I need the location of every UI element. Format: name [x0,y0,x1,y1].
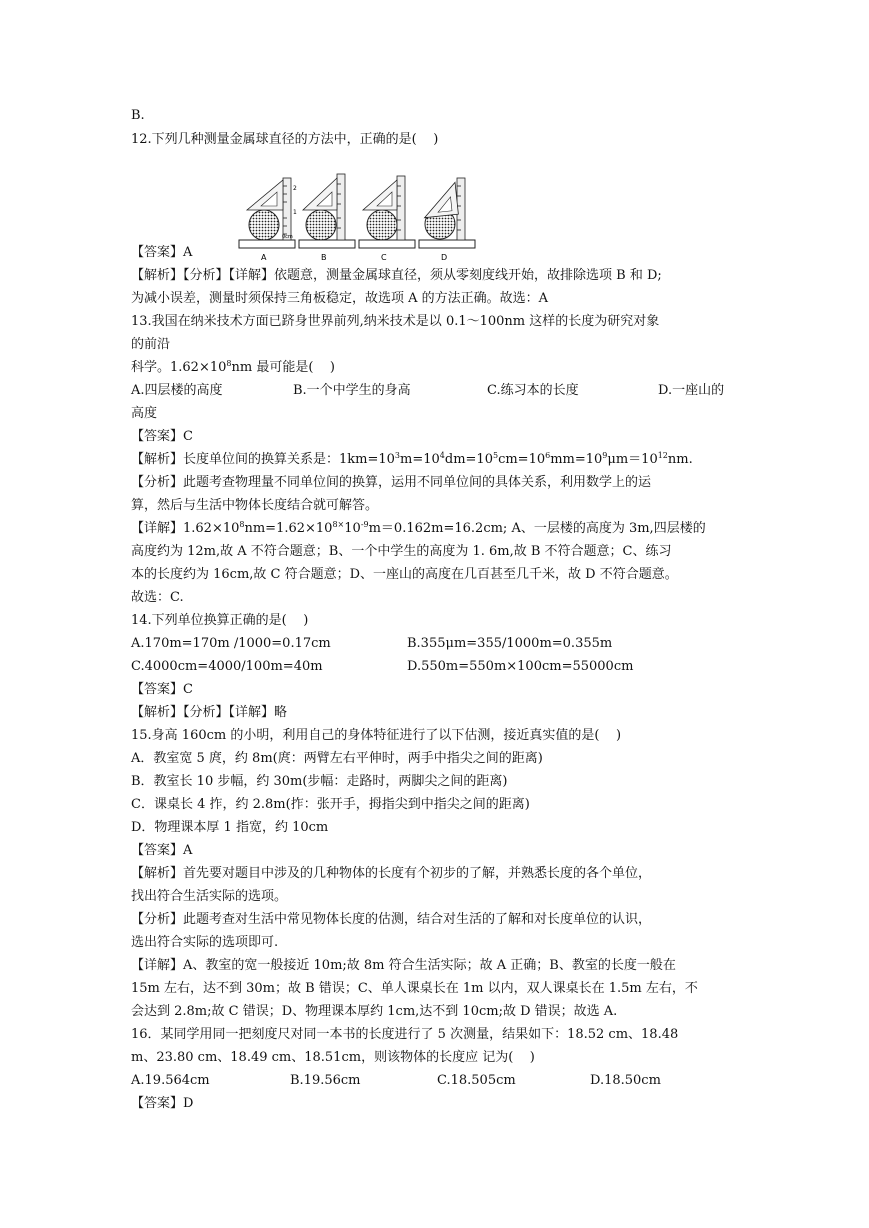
detail-13-a: 【详解】$1.62\times 10^8nm=1.62\times 10^{8\times}10^{-9}m=0.162m=16.2cm$; A、一层楼的高度为 3m,四层楼的 [131,520,706,536]
q14-option-b: B.355μm=355/1000m=0.355m [407,636,613,651]
question-14: 14.下列单位换算正确的是( ) [131,613,309,628]
question-13-b: 的前沿 [131,337,171,352]
figure-label-d: D [441,253,448,262]
q15-option-b: B．教室长 10 步幅，约 30m(步幅：走路时，两脚尖之间的距离) [131,774,508,789]
q13-option-c: C.练习本的长度 [487,383,579,398]
figure-option-c [359,176,415,248]
question-13-c: 科学。$1.62\times 10^8nm$ 最可能是( ) [131,359,335,375]
analysis-13-b: 算，然后与生活中物体长度结合就可解答。 [131,498,379,513]
explanation-15-b: 找出符合生活实际的选项。 [131,889,288,904]
q14-option-a: A.170m=170m /1000=0.17cm [131,636,331,651]
figure-option-d [419,178,475,248]
answer-15: 【答案】A [131,843,193,858]
answer-14: 【答案】C [131,682,193,697]
q13-option-b: B.一个中学生的身高 [293,383,411,398]
figure-label-a: A [261,253,267,262]
detail-15-c: 会达到 2.8m;故 C 错误；D、物理课本厚约 1cm,达不到 10cm;故 D 错误；故选 A. [131,1004,618,1019]
analysis-13-a: 【分析】此题考查物理量不同单位间的换算，运用不同单位间的具体关系，利用数学上的运 [131,475,652,490]
figure-option-b [299,174,355,248]
q14-option-c: C.4000cm=4000/100m=40m [131,659,323,674]
analysis-15-b: 选出符合实际的选项即可. [131,935,279,950]
q13-option-d: D.一座山的 [658,383,725,398]
explanation-13: 【解析】长度单位间的换算关系是：$1km=10^3m=10^4dm=10^5cm=10^6mm=10^9\mu m=10^{12}nm$. [131,451,693,467]
answer-13: 【答案】C [131,429,193,444]
q15-option-d: D．物理课本厚 1 指宽，约 10cm [131,820,329,835]
q13-option-a: A.四层楼的高度 [131,383,223,398]
detail-15-b: 15m 左右，达不到 30m；故 B 错误；C、单人课桌长在 1m 以内，双人课桌长在 1.5m 左右，不 [131,981,698,996]
question-12: 12.下列几种测量金属球直径的方法中，正确的是( ) [131,132,439,147]
q16-option-c: C.18.505cm [437,1073,516,1088]
analysis-15-a: 【分析】此题考查对生活中常见物体长度的估测，结合对生活的了解和对长度单位的认识， [131,912,652,927]
line-b: B. [131,108,145,123]
q13-option-d-cont: 高度 [131,406,158,421]
answer-12: 【答案】A [131,245,193,260]
detail-13-b: 高度约为 12m,故 A 不符合题意；B、一个中学生的高度为 1. 6m,故 B 不符合题意；C、练习 [131,544,672,559]
question-16-a: 16．某同学用同一把刻度尺对同一本书的长度进行了 5 次测量，结果如下：18.52 cm、18.48 [131,1027,679,1042]
ruler-figure [237,172,477,262]
question-15: 15.身高 160cm 的小明，利用自己的身体特征进行了以下估测，接近真实值的是( ) [131,728,622,743]
explanation-14: 【解析】【分析】【详解】略 [131,705,288,720]
explanation-12-a: 【解析】【分析】【详解】依题意，测量金属球直径，须从零刻度线开始，故排除选项 B 和 D; [131,268,662,283]
zero-mark-label: 0cm [282,234,293,240]
detail-13-d: 故选：C. [131,590,184,605]
q14-option-d: D.550m=550m×100cm=55000cm [407,659,634,674]
detail-13-c: 本的长度约为 16cm,故 C 符合题意；D、一座山的高度在几百甚至几千米，故 D 不符合题意。 [131,567,678,582]
tick-label-1: 1 [293,209,297,216]
q16-option-d: D.18.50cm [590,1073,661,1088]
detail-15-a: 【详解】A、教室的宽一般接近 10m;故 8m 符合生活实际；故 A 正确；B、教室的长度一般在 [131,958,676,973]
question-13-a: 13.我国在纳米技术方面已跻身世界前列,纳米技术是以 0.1～100nm 这样的长度为研究对象 [131,314,660,329]
figure-label-b: B [321,253,327,262]
figure-label-c: C [381,253,387,262]
explanation-15-a: 【解析】首先要对题目中涉及的几种物体的长度有个初步的了解，并熟悉长度的各个单位， [131,866,652,881]
q16-option-b: B.19.56cm [290,1073,361,1088]
q16-option-a: A.19.564cm [131,1073,210,1088]
explanation-12-b: 为减小误差，测量时须保持三角板稳定，故选项 A 的方法正确。故选：A [131,291,549,306]
answer-16: 【答案】D [131,1096,194,1111]
question-16-b: m、23.80 cm、18.49 cm、18.51cm，则该物体的长度应 记为( ) [131,1050,535,1065]
q15-option-c: C．课桌长 4 拃，约 2.8m(拃：张开手，拇指尖到中指尖之间的距离) [131,797,530,812]
q15-option-a: A．教室宽 5 庹，约 8m(庹：两臂左右平伸时，两手中指尖之间的距离) [131,751,543,766]
tick-label-2: 2 [293,185,297,192]
